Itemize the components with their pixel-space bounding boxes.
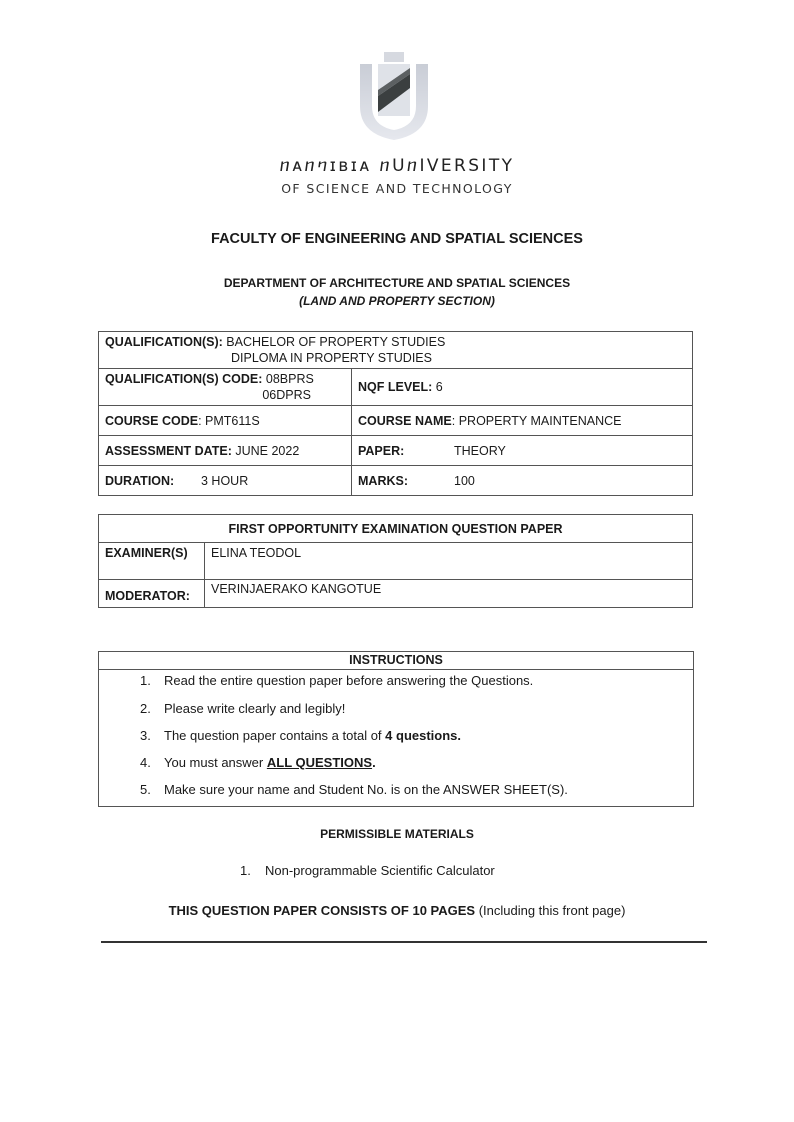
- university-name: ⴖᴀⴖⴈɪʙɪᴀ ⴖUⴖIVERSITY: [279, 156, 515, 176]
- instruction-suffix: .: [372, 755, 376, 770]
- qualification-cell: [99, 332, 693, 369]
- instruction-item: [140, 701, 345, 716]
- university-subtitle: OF SCIENCE AND TECHNOLOGY: [281, 181, 513, 196]
- nqf-label: NQF LEVEL:: [358, 380, 433, 394]
- instruction-emphasis: ALL QUESTIONS: [266, 755, 373, 770]
- examiner-value: ELINA TEODOL: [205, 543, 693, 580]
- instruction-item: [140, 673, 533, 688]
- faculty-title: FACULTY OF ENGINEERING AND SPATIAL SCIENCES: [211, 231, 583, 247]
- qualification-value-2: DIPLOMA IN PROPERTY STUDIES: [231, 351, 432, 365]
- assessment-date-label: ASSESSMENT DATE:: [105, 443, 232, 458]
- qualification-label: QUALIFICATION(S):: [105, 335, 223, 349]
- instruction-item: [140, 782, 568, 797]
- marks-cell: [352, 466, 693, 496]
- nqf-value: 6: [435, 380, 443, 394]
- qualification-table: [98, 331, 693, 496]
- exam-title: FIRST OPPORTUNITY EXAMINATION QUESTION PAPER: [99, 515, 693, 543]
- examiner-table: [98, 514, 693, 608]
- qualification-code-1: 08BPRS: [265, 372, 314, 386]
- exam-title-row: [99, 515, 693, 543]
- university-crest-icon: [354, 50, 434, 142]
- page-count-note: [0, 903, 794, 918]
- course-name-value: : PROPERTY MAINTENANCE: [451, 413, 622, 428]
- assessment-date-cell: [99, 436, 352, 466]
- permissible-item-number: 1.: [240, 863, 251, 878]
- instruction-text: Read the entire question paper before answering the Questions.: [164, 673, 534, 688]
- nqf-cell: [352, 369, 693, 406]
- instruction-text: The question paper contains a total of: [164, 728, 386, 743]
- department-heading: [0, 274, 794, 310]
- instruction-number: 5.: [140, 782, 151, 797]
- qualification-code-cell: [99, 369, 352, 406]
- examiner-row: [99, 543, 693, 580]
- instruction-emphasis: 4 questions.: [385, 728, 462, 743]
- qualification-code-2: 06DPRS: [262, 388, 311, 402]
- course-name-cell: [352, 406, 693, 436]
- paper-label: PAPER:: [358, 443, 405, 458]
- instruction-number: 1.: [140, 673, 151, 688]
- course-code-value: : PMT611S: [198, 413, 260, 428]
- instruction-number: 2.: [140, 701, 151, 716]
- duration-cell: [99, 466, 352, 496]
- code-row: [99, 369, 693, 406]
- qualification-row: [99, 332, 693, 369]
- course-name-label: COURSE NAME: [358, 413, 452, 428]
- qualification-value-1: BACHELOR OF PROPERTY STUDIES: [226, 335, 446, 349]
- duration-row: [99, 466, 693, 496]
- section-name: (LAND AND PROPERTY SECTION): [299, 294, 495, 308]
- duration-value: 3 HOUR: [201, 473, 249, 488]
- instruction-text: You must answer: [164, 755, 267, 770]
- instruction-item: [140, 728, 461, 743]
- marks-value: 100: [454, 473, 475, 488]
- instruction-text: Please write clearly and legibly!: [164, 701, 346, 716]
- instruction-item: [140, 755, 376, 770]
- permissible-item-text: Non-programmable Scientific Calculator: [265, 863, 495, 878]
- paper-cell: [352, 436, 693, 466]
- instruction-text: Make sure your name and Student No. is on the ANSWER SHEET(S).: [164, 782, 568, 797]
- page-count-rest: (Including this front page): [475, 903, 626, 918]
- permissible-materials-title: PERMISSIBLE MATERIALS: [320, 827, 474, 841]
- course-code-label: COURSE CODE: [105, 413, 199, 428]
- instruction-number: 4.: [140, 755, 151, 770]
- marks-label: MARKS:: [358, 473, 408, 488]
- moderator-row: [99, 580, 693, 608]
- department-name: DEPARTMENT OF ARCHITECTURE AND SPATIAL SCIENCES: [223, 276, 571, 290]
- permissible-item: [240, 863, 495, 878]
- assessment-date-value: JUNE 2022: [235, 443, 300, 458]
- course-row: [99, 406, 693, 436]
- instructions-box: [98, 651, 694, 807]
- course-code-cell: [99, 406, 352, 436]
- instruction-number: 3.: [140, 728, 151, 743]
- page-count-bold: THIS QUESTION PAPER CONSISTS OF 10 PAGES: [168, 903, 476, 918]
- footer-rule: [101, 941, 707, 943]
- duration-label: DURATION:: [105, 473, 175, 488]
- date-row: [99, 436, 693, 466]
- moderator-label: MODERATOR:: [99, 580, 205, 608]
- qualification-code-label: QUALIFICATION(S) CODE:: [105, 372, 263, 386]
- instructions-title: INSTRUCTIONS: [99, 652, 693, 670]
- paper-value: THEORY: [454, 443, 506, 458]
- examiner-label: EXAMINER(S): [99, 543, 205, 580]
- moderator-value: VERINJAERAKO KANGOTUE: [205, 580, 693, 608]
